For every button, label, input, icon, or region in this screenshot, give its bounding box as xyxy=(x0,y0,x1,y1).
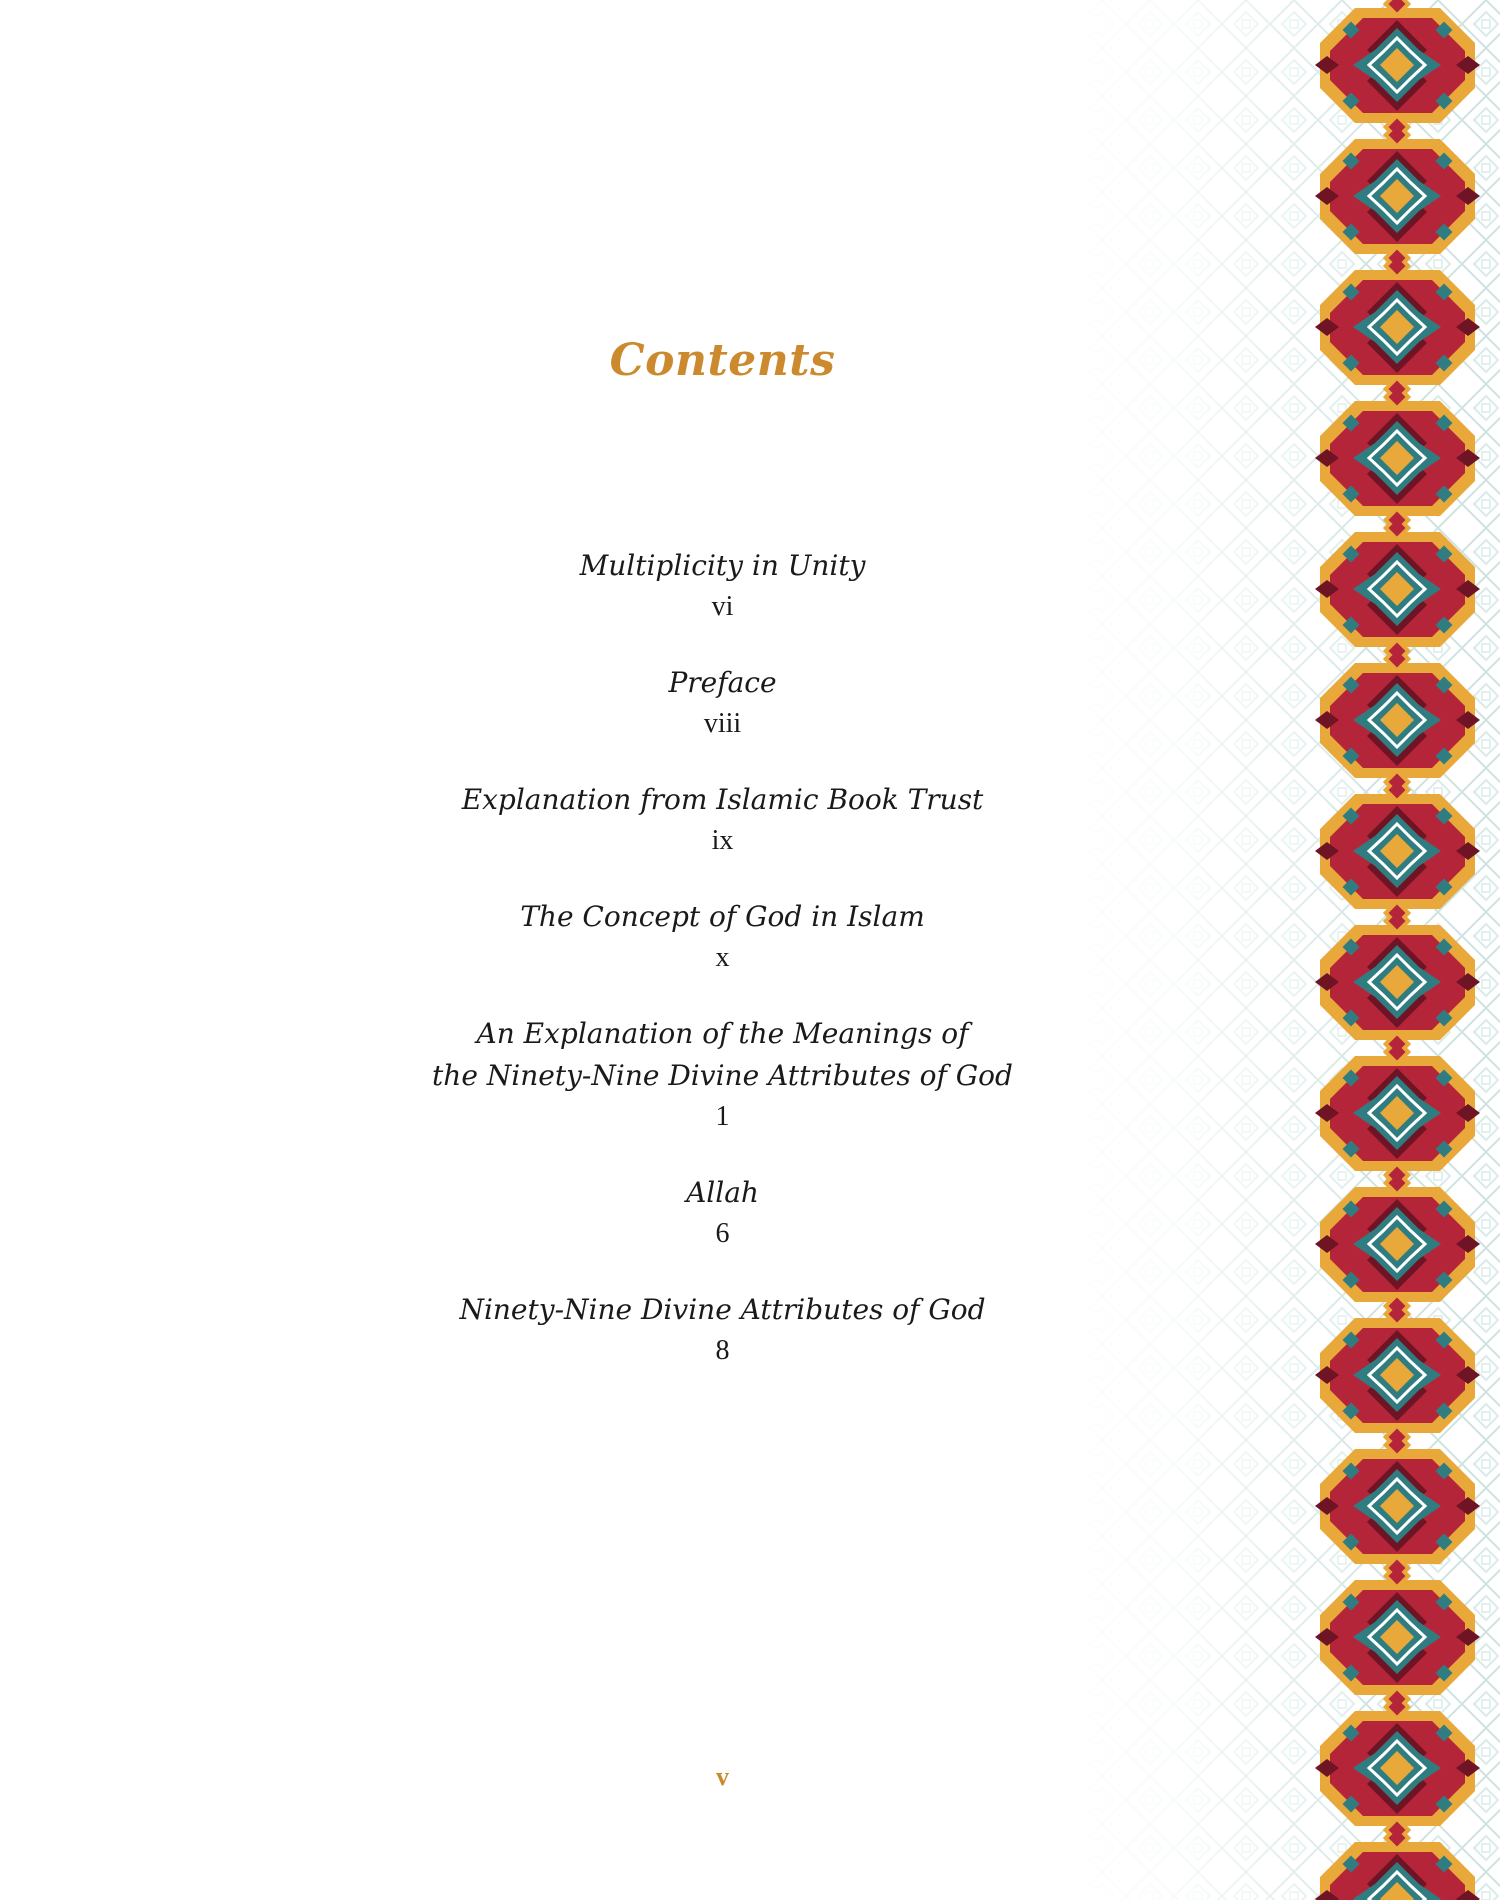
toc-entry-page: ix xyxy=(711,825,734,856)
toc-entry-title: Ninety-Nine Divine Attributes of God xyxy=(459,1293,986,1326)
table-of-contents xyxy=(0,545,1445,1406)
toc-entry-page: 1 xyxy=(715,1101,730,1132)
toc-entry-title: The Concept of God in Islam xyxy=(520,900,925,933)
toc-entry-title: Explanation from Islamic Book Trust xyxy=(461,783,984,816)
toc-entry-page: vi xyxy=(711,591,734,622)
toc-entry-title-line1: An Explanation of the Meanings of xyxy=(476,1017,969,1050)
page-number: v xyxy=(716,1762,729,1791)
toc-entry[interactable] xyxy=(0,1289,1445,1371)
toc-entry[interactable] xyxy=(0,896,1445,978)
toc-entry-title: Multiplicity in Unity xyxy=(579,549,866,582)
toc-entry-page: 6 xyxy=(715,1218,730,1249)
toc-entry[interactable] xyxy=(0,545,1445,627)
toc-entry[interactable] xyxy=(0,779,1445,861)
toc-entry-page: 8 xyxy=(715,1335,730,1366)
toc-entry-page: x xyxy=(715,942,730,973)
toc-entry-title: Allah xyxy=(686,1176,759,1209)
toc-entry[interactable] xyxy=(0,1013,1445,1137)
toc-entry-title: Preface xyxy=(668,666,777,699)
toc-entry-page: viii xyxy=(703,708,742,739)
toc-entry[interactable] xyxy=(0,662,1445,744)
toc-entry[interactable] xyxy=(0,1172,1445,1254)
toc-entry-title-line2: the Ninety-Nine Divine Attributes of God xyxy=(432,1059,1013,1092)
page-title: Contents xyxy=(609,335,836,386)
